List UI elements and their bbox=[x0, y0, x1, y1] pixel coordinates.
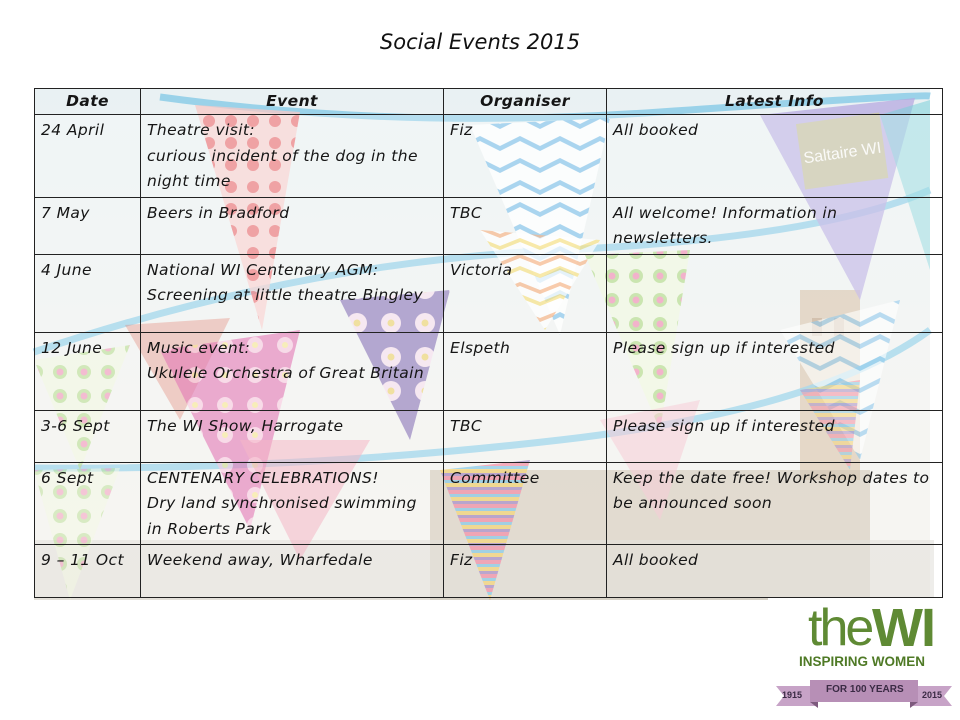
logo-banner-text: FOR 100 YEARS bbox=[826, 684, 904, 695]
cell-date: 7 May bbox=[35, 197, 141, 254]
table-row bbox=[35, 410, 943, 462]
cell-organiser: TBC bbox=[444, 410, 607, 462]
cell-date: 12 June bbox=[35, 332, 141, 410]
logo-the: the bbox=[808, 599, 872, 657]
header-date: Date bbox=[35, 89, 141, 115]
cell-date: 6 Sept bbox=[35, 462, 141, 545]
header-organiser: Organiser bbox=[444, 89, 607, 115]
logo-year-start: 1915 bbox=[782, 690, 803, 700]
page-title: Social Events 2015 bbox=[379, 30, 581, 54]
cell-organiser: Victoria bbox=[444, 254, 607, 332]
table-row bbox=[35, 545, 943, 598]
cell-organiser: Committee bbox=[444, 462, 607, 545]
cell-info: All booked bbox=[607, 545, 943, 598]
table-row bbox=[35, 254, 943, 332]
cell-event: Weekend away, Wharfedale bbox=[141, 545, 444, 598]
cell-event: National WI Centenary AGM: Screening at little theatre Bingley bbox=[141, 254, 444, 332]
cell-date: 24 April bbox=[35, 115, 141, 198]
table-header-row bbox=[35, 89, 943, 115]
cell-date: 3-6 Sept bbox=[35, 410, 141, 462]
logo-wi: WI bbox=[872, 598, 934, 658]
cell-info: Please sign up if interested bbox=[607, 410, 943, 462]
cell-info: Keep the date free! Workshop dates to be announced soon bbox=[607, 462, 943, 545]
cell-info: All welcome! Information in newsletters. bbox=[607, 197, 943, 254]
events-table bbox=[34, 88, 943, 598]
cell-event: Theatre visit: curious incident of the dog in the night time bbox=[141, 115, 444, 198]
cell-organiser: Elspeth bbox=[444, 332, 607, 410]
cell-date: 4 June bbox=[35, 254, 141, 332]
wi-logo bbox=[768, 598, 956, 716]
cell-event: CENTENARY CELEBRATIONS! Dry land synchronised swimming in Roberts Park bbox=[141, 462, 444, 545]
cell-organiser: Fiz bbox=[444, 545, 607, 598]
header-latest-info: Latest Info bbox=[607, 89, 943, 115]
cell-organiser: Fiz bbox=[444, 115, 607, 198]
logo-tagline: INSPIRING WOMEN bbox=[798, 654, 925, 669]
table-row bbox=[35, 197, 943, 254]
cell-event: The WI Show, Harrogate bbox=[141, 410, 444, 462]
cell-event: Beers in Bradford bbox=[141, 197, 444, 254]
saltaire-sign-text: Saltaire WI bbox=[802, 139, 883, 168]
table-row bbox=[35, 115, 943, 198]
cell-organiser: TBC bbox=[444, 197, 607, 254]
cell-date: 9 – 11 Oct bbox=[35, 545, 141, 598]
header-event: Event bbox=[141, 89, 444, 115]
cell-info bbox=[607, 254, 943, 332]
logo-year-end: 2015 bbox=[922, 690, 943, 700]
table-row bbox=[35, 332, 943, 410]
table-row bbox=[35, 462, 943, 545]
cell-info: All booked bbox=[607, 115, 943, 198]
cell-info: Please sign up if interested bbox=[607, 332, 943, 410]
cell-event: Music event: Ukulele Orchestra of Great Britain bbox=[141, 332, 444, 410]
